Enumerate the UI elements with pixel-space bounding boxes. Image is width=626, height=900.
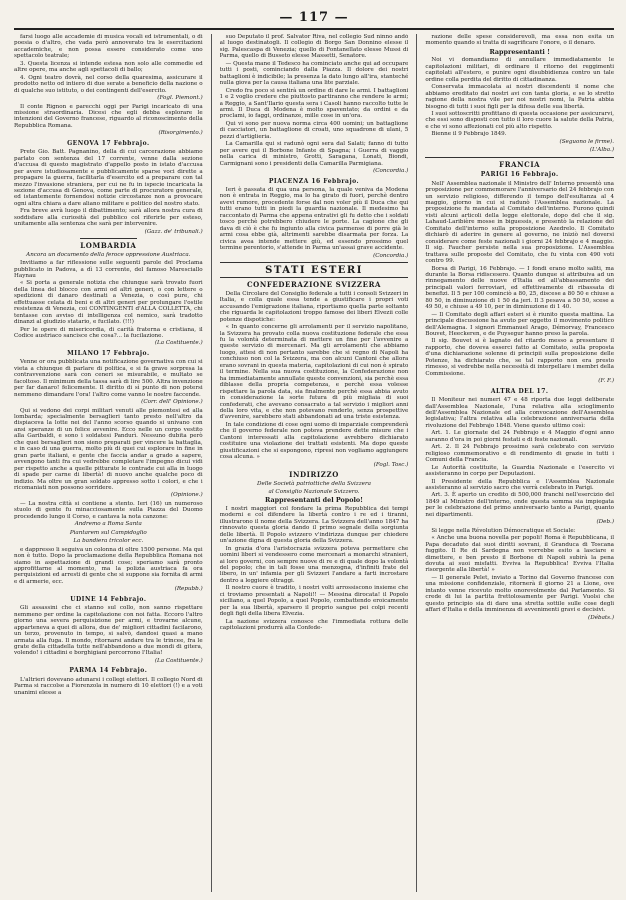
source-signature: (Concordia.) [373,168,409,175]
paragraph: Borsa di Parigi, 16 Febbrajo. — I fondi erano molto saliti, ma durante la Borsa ridiscesero. Quanto dunque si attribuiva ad un rinnegamento delle nuove d'Italia ed all'abbassamento dei principali valori ferroviari, ed effettivamente di ribassata di benefizi. Il 5 per 100 cominciò a 80, 25, discese a 80 50 e chiuse a 80 50, in diminuzione di 1 50 da jeri. Il 3 pesava a 50 50, scese a 49 50, e chiuse a 49 10, per in diminuzione di 1 40. [425,265,615,311]
page-number: — 117 — [279,10,349,25]
source-signature: (L'Alba.) [589,147,615,154]
paragraph: Ieri è passata di qua una persona, la quale veniva da Modena non è entrata in Reggio, ma lo ha girato di fuori, perchè dentro avevi rumore, procedente forse dal non voler più il Duca che qui tutti erano tutti in piedi la guardia nazionale. Il medesimo ha raccontato di Parma che appena entrativi gli fu detto che i soldati tosco perchè potrebbero chiudere le porte. La cagione che gli dava di ciò è che fu ingiunto alla civica parmense di porre già le armi cosa ebbe già, altrimenti sarebbe disarmata per forza. La civica avea intende mettere giù, ed essendo prossimo quel termine perentorio, s'attende in Parma un'assai grave accidente. [219,186,409,252]
paragraph: Conservata immacolata ai nostri discendenti il nome che abbiamo ereditato dai nostri avi con tanta gloria, e se lo stretto ragione della nostra vile per noi nostri nomi, la Patria abbia bisogno di tutti i suoi figli per la difesa delle sua libertà. [425,84,615,110]
source-signature: (Gazz. de' tribunali.) [144,228,203,235]
divider [220,262,409,263]
paragraph: Bienne il 9 Febbrajo 1849. [431,131,507,138]
paragraph: Il sig. Bouvet si è lagnato del ritardo messo a presentare il rapporto, che doveva esserci fatto al Comitato, sulla proposta d'una dichiarazione solenne di principii sulla proposizione delle Potenze, ha dichiarato che, se tal rapporto non era presto rimesso, si vedrebbe nella necessità di interpellare i membri della Commissione. [425,338,615,377]
paragraph: Il Presidente della Repubblica e l'Assemblea Nazionale assisteranno al servizio sacro che verrà celebrato in Parigi. [425,478,615,491]
paragraph: Art. 1. Le giornate del 24 Febbrajo e 4 Maggio d'ogni anno saranno d'ora in poi giorni festati e di feste nazionali. [425,430,615,443]
paragraph: farsi luogo alle accademie di musica vocali ed istrumentali, o di poesia o d'altro, che vada però annoverato tra le esercitazioni accademiche, e non possa essere considerato come uno spettacolo teatrale; [14,34,203,60]
paragraph: Credo fra poco si sentirà un ordine di dare le armi. I battaglioni 1 e 2 voglio credere che piuttosto partiranno che rendere le armi; a Reggio, a Sant'Ilario questa sera i Casoli hanno raccolto tutte le armi. Il Duca di Modena è molto spaventato; da ordini e da proclami, io faggi, ordinanze, mille cose in un'ora. [219,87,409,120]
paragraph: In grazia d'ora l'aristocrazia svizzera poteva permettere che uomini liberi si vendessero come mercenari a monarchi stranieri, ai loro governi, con sempre nuove di re e di quale dopo la volontà del popolo; che in tali fosse una menzogna, d'infiniti frate del libero, in un' infamia per gli Svizzeri l'andare a farti incrostare dentro a leggiere oltraggi. [219,545,409,584]
section-heading: CONFEDERAZIONE SVIZZERA [246,280,382,290]
paragraph: Invitiamo a far riflessione sulle seguenti parole del Proclama pubblicato in Padova, a dì 13 corrente, del famoso Maresciallo Haynau [14,260,203,279]
section-heading: INDIRIZZO [289,470,339,480]
paragraph: L'altrieri dovevano adunarsi i collegi elettori. Il collegio Nord di Parma si raccolse a Fiorenzola in numero di 10 elettori (!) e a voti unanimi elesse a [14,676,203,696]
column-2 [220,34,409,892]
column-3 [425,34,614,892]
paragraph: La nazione svizzera conosce che l'immediata rottura delle capitolazioni produrrà alla Confede- [219,618,409,632]
source-signature: (Concordia.) [373,252,409,259]
paragraph: I suoi sottoscritti profittano di questa occasione per assicurarvi, che essi sono disposti con tutto il loro cuore la salute della Patria, e che vi sono affezionati col più alto rispetto. [425,110,615,130]
source-signature: (Seguono le firme). [559,138,615,145]
verse-line: Piantarem sul Campidoglio [69,529,147,536]
source-signature: (Fogl. Tosc.) [373,461,409,468]
paragraph: Le Autorità costituite, la Guardia Nazionale e l'esercito vi assisteranno in corpo per Deputazioni. [425,464,615,478]
source-signature: (Opinione.) [170,492,203,499]
source-signature: (Risorgimento.) [158,130,203,137]
divider [80,238,137,239]
paragraph: Nell' Assemblea nazionale il Ministro dell' Interno presentò una proposizione per commemorare l'anniversario del 24 febbrajo con un servizio religioso, differendo il tempo dell'esultanza al 4 maggio, giorno in cui si radunò l'Assemblea nazionale. La proposizione fu mandata al Comitato dell'interno. Furono quindi visti alcuni articoli della legge elettorale, dopo del che il sig. Lahaud-Laribière mosse in biguessis, e presentò la relazione del Comitato dell'interno sulla proposizione Azedrelo. Il Comitato dichiarò di aderire in genere al governo, ne iniziò nel doversi considerare come feste nazionali i giorni 24 febbrajo e 4 maggio. Il sig. Faucher persiste nella sua proposizione. L'Assemblea trattava sulle proposte del Comitato, che fu vinta con 490 voti contro 99. [425,180,615,265]
paragraph: Prete Gio. Batt. Pagnanino, della di cui carcerazione abbiamo parlato con sentenza del 17 corrente, venne dalla sezione d'accusa di questo magistrato d'appello posto in istato d'accusa per avere istudiosamente e pubblicamente sparse voci dirette a propagare la guerra, facilitarla d'esercito ed a preparare con tal mezzo l'invasione straniera, per cui ne fu in ispecie incaricata la sezione d'accusa di Genova, come parte di procuratore generale, ed istantemente fornendosi notizie circostanze non a provocare ogni altra chiara a dare aliano militare e politico del nostro stato. [14,149,203,207]
paragraph: Noi vi domandiamo di annullare immediatamente le capitolazioni militari, di ordinare il ritorno dei reggimenti capitolati all'estero, e punire ogni disubbidienza contro un tale ordine colla perdita del diritto di cittadinanza. [425,57,615,83]
paragraph: Il Moniteur nei numeri 47 e 48 riporta due leggi deliberate dall'Assemblea Nazionale, l'una relativa alla scioglimento dell'Assemblea Nazionale ed alla convocazione dell'Assemblea legislativa; l'altra relativa alla celebrazione anniversaria della rivoluzione del Febbrajo 1848. Viene questo ultimo così: [425,397,615,429]
header-rule [14,28,614,30]
paragraph: suo Deputato il prof. Salvator Riva, nel collegio Sud ninno andò al luogo destinatogli. Il collegio di Borgo San Donnino elesse il sig. Palescaspa di Venezia; quello di Fontanellato elesse Mussi di Parma, quello di Busseto elesse Massetti, Senatore. [219,34,409,60]
dateline: PIACENZA 16 Febbrajo. [268,177,360,185]
verse-line: Andremo a Roma Santa [74,521,142,528]
paragraph: La Camarilla qui si radunò ogni sera dal Salati; fanno di tutto per avere qui il Borbone Infante di Spagna; i Guerra di vaggio nella carica di ministro, Grotti, Saragana, Lonati, Biondi, Carmignani sono i presidenti della Camarilla Parmigiana. [219,141,409,167]
source-signature: (F. F.) [598,378,615,385]
paragraph: Il conte Rignon e parecchi oggi per Parigi incaricato di una missione straordinaria. Dicesi che egli debba esplorare le intenzioni del Governo francese, riguardo al riconoscimento della Repubblica Romana. [14,103,203,129]
paragraph: I nostri maggiori col fondare la prima Repubblica dei tempi moderni e col difendere la libertà contro i re ed i tiranni, illustrarono il nome della Svizzera. La Svizzera dell'anno 1847 ha rinnovato questa gloria dando il primo segnale della sorgiunta delle libertà. Il Popolo svizzero v'indirizza dunque per chiedere un'azione digna di questa gloria della Svizzera. [219,505,409,545]
dateline: PARIGI 16 Febbrajo. [480,171,559,179]
paragraph: Della Circolare del Consiglio federale a tutti i consoli Svizzeri in Italia, e colla quale essa tende a giustificare i propri voti accusando l'emigrazione italiana, riportiamo quella parte soltanto che riguarda le capitolazioni troppo famose dei liberi Elvezii colle potenze dispotiche: [219,290,409,323]
paragraph: 4. Ogni teatro dovrà, nel corso della quaresima, assicurare il prodotto netto od intiero di due serate a beneficio della nazione o di qualche suo istituto, o dei contingenti dell'esercito. [14,74,203,94]
section-subheading: Ancora un documento della feroce oppressione Austriaca. [26,251,191,258]
dateline: MILANO 17 Febbrajo. [67,349,150,357]
column-1 [14,34,203,892]
section-subheading: al Consiglio Nazionale Svizzero. [268,489,360,495]
salutation: Rappresentanti ! [489,47,550,56]
paragraph: Art. 2. Il 24 Febbrajo prossimo sarà celebrato con servizio religioso commemorativo e di rendimento di grazie in tutti i Comuni della Francia. [425,444,615,464]
source-signature: (Repubb.) [174,586,203,593]
paragraph: Gli assassini che ci stanno sul collo, non sanno rispettare nemmeno per ordine la capitolazione con noi fatta. Eccoro l'altro giorno una severa perquisizione per armi, e trovarne alcune, apparteneva a quei di allora, due de' migliori cittadini facilarono, un terzo, provenuto in tempo, si salvò, dandosi quasi a mano armata alla fuga. Il mondo, ritornarsi andare tra le trincee, fra le grate della cittadella tutte nell'abbandono a due mondi di gitera, volendo! i cittadini e borghigiani percorrono l'Italia! [14,605,203,657]
paragraph: Si legge nella Révolution Démocratique et Sociale: [431,527,576,534]
source-signature: (Deb.) [596,519,615,526]
paragraph: Per le opere di misericordia, di carità fraterna e cristiana, il Codice austriaco sanciscе che cosa?... la fucilazione. [14,326,203,340]
paragraph: — Il Comitato degli affari esteri si è riunito questa mattina. La principale discussione ha avuto per oggetto il movimento politico dell'Alemagna. I signori Emmanuel Arago, Démorvay, Francesco Bouvet, Heeckeren, e de Puysegur hanno preso la parola. [425,311,615,338]
divider [425,157,614,158]
source-signature: (La Costituente.) [154,657,203,664]
dateline: GENOVA 17 Febbrajo. [67,139,150,147]
section-subheading: Delle Società patriottiche della Svizzera [257,480,371,487]
section-heading: FRANCIA [499,159,541,169]
source-signature: (Débats.) [588,614,615,621]
salutation: Rappresentanti del Popolo! [265,496,363,505]
paragraph: Qui vi sono per nuova norma circa 400 uomini; un battaglione di cacciatori, un battaglione di croati, uno squadrone di ulani, 5 pezzi d'artiglieria. [219,120,409,140]
column-separator [211,34,212,892]
paragraph: — Questa mane il Tedesco ha cominciato anche qui ad occupare tutti i posti, cominciando dalla Piazza. Il dolore dei nostri battaglioni è indicibile; la presenza la dato lungo all'ira, stanteché nulla giova per la causa italiana una lite parziale. [219,60,409,87]
paragraph: « In quanto concerne gli arrolamenti per il servizio napolitano, la Svizzera ha provato colla nuova costituzione federale che essa fu la volontà determinata di mettere un fine per l'avvenire a queste servizio di mercenari. Ma gli arrolamenti che abbiamo luogo, attesi di non pertanto sarebbe che si regno di Napoli ha conchiuso non col la Svizzera, ma con alcuni Cantoni che allora erano sovrani in questa materia, capitolazioni di cui non è spirato il termine. Nella sua nuova costituzione, la Confederazione non ha immediatamente annullate queste convenzioni, sia perchè essa diblasse della propria competenza, e perchè essa volesse rispettare la parola data, sia finalmente perchè essa abbia avuto in considerazione la sorte futura di più migliaia di suoi confederati, che avevano consacrato a tal servizio i migliori anni della loro vita, e che non potevano renderlo, senza prospettive d'avvenire, sarebbero stati abbandonati ad una triste esistenza. [219,324,409,421]
paragraph: — Il generale Pelet, inviato a Torino dal Governo francese con una missione confidenziale, ritornerà il giorno 21 a Lione, ove intanto venne ricevuto molto onorevolmente dal Parlamento. Si crede di lui la partita frettolosamente per Parigi. Vuolsi che questo principio sia di dare una stretta sottile sulle cose degli affari d'Italia e della imminenza di avvenimenti gravi e decisivi. [425,574,615,614]
source-signature: (La Costituente.) [154,340,203,347]
paragraph: Qui si vedono dei corpi militari venuti alle piemontesi ed alla lombarda; specialmente bersaglieri tanto presto nell'altro da dispiaceva la lotte nei del l'anno scorso quando si univano con ansi speranze di un felice avvenire. Ecco nelle un corpo vestito alla Garibaldi, e sono i soldatesi Pandurì. Nessuno dubita però che quei bersaglieri non sieno preparati per vincere la battaglia, e in caso di una guerra, molto più di quei cui esplorare in fine in gran parte italiani, e gente che faccia andar a grado a sapere, avvengono tanti fra cui vedrebbe completare l'impegno dicui vidi per rispetto anche a quelle pitturate le contrade cui alla in luogo di spade per carne di libertà! di nuovo anche qualche poco di indizio. Ma oltre un gran soldato appresso sotto i colori, e che i ricomaniati non possono sorridere. [14,407,203,491]
paragraph: e dappresso li seguiva un colonna di oltre 1500 persone. Ma qui non è tutto. Dopo la proclamazione della Repubblica Romana noi siamo in aspettazione di grandi cose; speriamo sarà pronto approfittarne al momento, ma la polizia austriaca fa ora perquisizioni ed arresti di gente che si suppone sia fornita di armi e di armerie, ecc. [14,546,203,585]
section-heading: LOMBARDIA [80,241,137,251]
paragraph: 3. Questa licenza si intende estesa non solo alle commedie ed altre opere, ma anche agli spettacoli di ballo; [14,60,203,74]
dateline: PARMA 14 Febbrajo. [69,667,148,675]
paragraph: « Anche una buona novella per popoli! Roma è Repubblicana, il Papa decaduto dai suoi diritti sovrani, il Granduca di Toscana fuggito. Il Re di Sardegna non vorrebbe esito a lasciare e dimettere, e ben presto il Borbone di Napoli subirà la pena dovuta ai suoi misfatti. Evviva la Repubblica! Evviva l'Italia risorgente alla libertà! » [425,535,615,574]
dateline: UDINE 14 Febbrajo. [70,595,147,603]
paragraph: In tale condizione di cose ogni uomo di imparziale comprenderà che il governo federale non poteva prendere dette misure che i Cantoni interessati alla capitolazione avrebbero dichiarato costituire una violazione dei trattati esistenti. Ma dopo queste giustificazioni che si espongono, ripresi non vogliamo aggiungere cosa alcuna. » [219,421,409,461]
divider [220,277,409,278]
paragraph: Venne or ora pubblicata una notificazione governativa con cui si vieta a chiunque di parlare di politica, e si fa grave sorpresa la contravvenzione sarà con ceneri se misurabile, e multato se facoltoso. Il minimum della tassa sarà di lire 500. Altra invenzione per far danaro! felicemente. Il diritto di sì punto di non potersi nemmeno dimandare l'ora! l'altro come vanno le nostre faccende. [14,359,203,398]
source-signature: (Fogl. Piemont.) [157,95,203,102]
paragraph: razione delle spese considerevoli, ma essa non esita un momento quando si tratta di sagrificare l'onore, o il denaro. [425,34,615,47]
section-heading: STATI ESTERI [265,264,363,276]
column-separator [416,34,417,892]
paragraph: Art. 3. È aperto un credito di 500,000 franchi nell'esercizio del 1849 al Ministro dell'interno, onde questa somma sia impiegata per le celebrazione del primo anniversario tanto a Parigi, quanto nei dipartimenti. [425,492,615,518]
source-signature: (Corr. dell' Opinione.) [141,399,203,406]
paragraph: Fra breve avrà luogo il dibattimento; sarà allora nostra cura di soddisfare alla curiosità del pubblico col riferirle per esteso, unitamente alla sentenza che sarà per intervenire. [14,208,203,228]
paragraph: « Si porta a generale notizia che chiunque sarà trovato fuori della linea del blocco con armi od altri generi, o con lettere o spedizioni di danaro destinati a Venezia, o così pure, chi effettuasse celata di beni e di altri generi per prolungare l'ostile resistenza di Venezia, coi CONTINGENTI d'ALLA COLLETTA, chi tentasse con avviso di intelligenza col nemico, sarà tradotto dinanzi al giudizio statario, e fucilato. (!!!) [14,280,203,326]
columns [14,34,614,892]
dateline: ALTRA DEL 17. [490,387,549,395]
verse-line: La bandiera tricolor ecc. [73,538,144,545]
paragraph: Il nostro cuore è tradito, i nostri volti arrossiscono insieme che ci troviamo presentati a Napoli!! — Messina dirocata! il Popolo siciliano, a quel Popolo, a quel Popolo, combattendo eroicamente per la sua libertà, sparsero il proprio sangue pei colpi recenti degli figli della libera Elvezia. [219,585,409,618]
paragraph: — La nostra città si contiene a stento. Ieri (16) un numeroso stuolo di gente fu minacciosamente sulla Piazza del Duomo procedendo lungo il Corso, e cantava la nota canzone: [14,500,203,520]
